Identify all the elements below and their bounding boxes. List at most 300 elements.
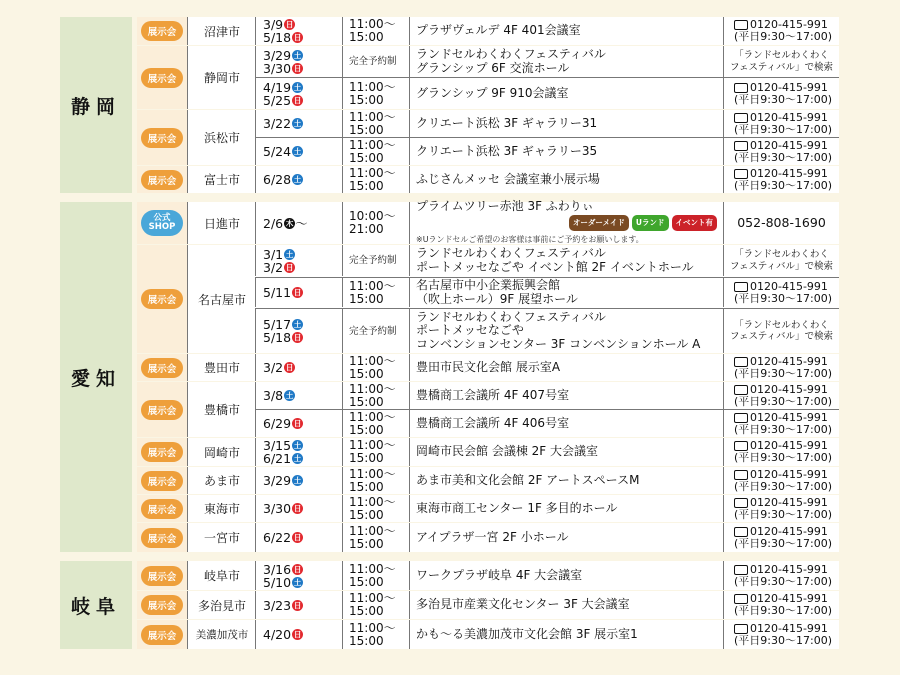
weekday-sunday-icon: 日 [293, 63, 302, 73]
badge-cell [137, 382, 187, 437]
free-dial-icon [734, 413, 748, 423]
time-cell [342, 245, 409, 276]
search-note: 「ランドセルわくわく [734, 319, 829, 331]
weekday-sunday-icon: 日 [285, 262, 294, 272]
phone-hours: (平日9:30～17:00) [734, 30, 832, 43]
city-name: あま市 [187, 467, 256, 494]
phone-number: 0120-415-991 [750, 467, 828, 481]
exhibition-badge: 展示会 [141, 471, 183, 491]
table-row [137, 495, 839, 522]
reservation-note: 完全予約制 [349, 325, 397, 337]
date: 3/30 [263, 60, 292, 76]
city-name: 静岡市 [187, 46, 256, 109]
start-time: 11:00～ [349, 523, 396, 538]
table-row [137, 591, 839, 619]
start-time: 11:00～ [349, 438, 396, 452]
venue-cell [409, 245, 723, 276]
venue-line: かも～る美濃加茂市文化会館 3F 展示室1 [416, 626, 638, 641]
contact-cell [723, 309, 839, 353]
date-cell [255, 523, 342, 552]
weekday-sunday-icon: 日 [293, 564, 302, 574]
venue-line: 豊橋商工会議所 4F 407号室 [416, 387, 570, 402]
badge-cell [137, 166, 187, 193]
date-cell [255, 278, 342, 307]
phone-hours: (平日9:30～17:00) [734, 394, 832, 408]
weekday-sunday-icon: 日 [293, 419, 302, 428]
weekday-sunday-icon: 日 [293, 600, 302, 610]
contact-cell [723, 46, 839, 77]
start-time: 11:00～ [349, 17, 396, 31]
free-dial-icon [734, 441, 748, 451]
search-note: フェスティバル」で検索 [729, 61, 834, 73]
phone-hours: (平日9:30～17:00) [734, 451, 832, 464]
venue-line: プライムツリー赤池 3F ふわりぃ [416, 198, 594, 213]
phone-line [734, 526, 839, 538]
date: 3/1 [263, 246, 284, 262]
free-dial-icon [734, 498, 748, 508]
table-row [137, 620, 839, 649]
table-row [137, 523, 839, 552]
exhibition-badge: 展示会 [141, 68, 183, 88]
date-cell [255, 78, 342, 109]
time-cell [342, 523, 409, 552]
end-time: 15:00 [349, 150, 384, 165]
date-cell [255, 245, 342, 276]
start-time: 11:00～ [349, 561, 396, 576]
phone-line [734, 82, 839, 94]
contact-cell [723, 166, 839, 193]
phone-hours: (平日9:30～17:00) [734, 92, 832, 106]
contact-cell [723, 78, 839, 109]
city-name: 沼津市 [187, 17, 256, 45]
venue-line: （吹上ホール）9F 展望ホール [416, 291, 578, 306]
date: 3/2 [263, 360, 284, 375]
venue-cell [409, 382, 723, 409]
free-dial-icon [734, 565, 748, 575]
prefecture-label: 岐阜 [60, 561, 132, 649]
exhibition-badge: 展示会 [141, 170, 183, 190]
badge-cell [137, 591, 187, 619]
date-cell [255, 495, 342, 522]
end-time: 15:00 [349, 394, 384, 409]
start-time: 11:00～ [349, 591, 396, 605]
badge-cell [137, 17, 187, 45]
weekday-sunday-icon: 日 [293, 33, 302, 42]
contact-cell [723, 278, 839, 307]
venue-cell [409, 354, 723, 381]
weekday-saturday-icon: 土 [293, 119, 302, 128]
date: 5/18 [263, 330, 292, 345]
time-cell [342, 78, 409, 109]
venue-line: ポートメッセなごや イベント館 2F イベントホール [416, 259, 694, 274]
free-dial-icon [734, 527, 748, 537]
time-cell [342, 382, 409, 409]
venue-cell [409, 78, 723, 109]
venue-cell [409, 620, 723, 649]
phone-number: 0120-415-991 [750, 382, 828, 396]
venue-line: 豊田市民文化会館 展示室A [416, 359, 561, 374]
phone-number: 0120-415-991 [750, 621, 828, 635]
city-name: 一宮市 [187, 523, 256, 552]
start-time: 11:00～ [349, 79, 396, 94]
phone-hours: (平日9:30～17:00) [734, 291, 832, 305]
date: 5/10 [263, 574, 292, 590]
city-name: 名古屋市 [187, 245, 256, 353]
contact-cell [723, 591, 839, 619]
venue-line: ランドセルわくわくフェスティバル [416, 246, 606, 260]
tag-order-made: オーダーメイド [569, 215, 629, 231]
search-note: フェスティバル」で検索 [729, 260, 834, 272]
city-name: 東海市 [187, 495, 256, 522]
phone-line [734, 384, 839, 396]
service-tags [416, 215, 723, 231]
venue-line: 東海市商工センター 1F 多目的ホール [416, 500, 618, 515]
date: 3/29 [263, 47, 292, 63]
date-cell [255, 309, 342, 353]
free-dial-icon [734, 470, 748, 480]
date-cell [255, 620, 342, 649]
venue-cell [409, 561, 723, 590]
table-row [137, 245, 839, 353]
free-dial-icon [734, 357, 748, 367]
contact-cell [723, 410, 839, 437]
date: 3/15 [263, 438, 292, 453]
weekday-saturday-icon: 土 [293, 82, 302, 92]
venue-line: アイプラザ一宮 2F 小ホール [416, 529, 569, 544]
tag-u-land: Uランド [632, 215, 669, 231]
end-time: 15:00 [349, 479, 384, 494]
phone-number: 0120-415-991 [750, 279, 828, 293]
date: 4/19 [263, 79, 292, 95]
city-name: 岡崎市 [187, 438, 256, 466]
badge-cell [137, 46, 187, 109]
time-cell [342, 620, 409, 649]
tag-event: イベント有 [672, 215, 718, 231]
phone-line [734, 564, 839, 576]
venue-cell [409, 309, 723, 353]
venue-line: 岡崎市民会館 会議棟 2F 大会議室 [416, 444, 598, 459]
weekday-saturday-icon: 土 [285, 391, 294, 400]
badge-cell [137, 354, 187, 381]
start-time: 11:00～ [349, 381, 396, 396]
end-time: 15:00 [349, 92, 384, 107]
date: 3/29 [263, 473, 292, 488]
search-note: 「ランドセルわくわく [734, 50, 829, 61]
end-time: 15:00 [349, 574, 384, 589]
phone-number: 0120-415-991 [750, 562, 828, 576]
phone-hours: (平日9:30～17:00) [734, 150, 832, 164]
weekday-saturday-icon: 土 [293, 147, 302, 156]
table-row [137, 561, 839, 590]
weekday-sunday-icon: 日 [293, 533, 302, 542]
phone-number: 0120-415-991 [750, 592, 828, 605]
date: 6/29 [263, 416, 292, 431]
venue-line: 名古屋市中小企業振興会館 [416, 278, 561, 292]
free-dial-icon [734, 282, 748, 292]
contact-cell [723, 438, 839, 466]
time-cell [342, 202, 409, 244]
contact-cell [723, 467, 839, 494]
phone-hours: (平日9:30～17:00) [734, 574, 832, 588]
start-time: 11:00～ [349, 620, 396, 635]
free-dial-icon [734, 169, 748, 179]
date-cell [255, 561, 342, 590]
table-row [137, 198, 839, 244]
phone-line [734, 623, 839, 635]
venue-line: ワークプラザ岐阜 4F 大会議室 [416, 567, 583, 582]
weekday-saturday-icon: 土 [293, 441, 302, 450]
city-name: 多治見市 [187, 591, 256, 619]
date: 5/11 [263, 285, 292, 300]
date: 6/28 [263, 172, 292, 187]
time-cell [342, 278, 409, 307]
phone-number: 0120-415-991 [750, 110, 828, 124]
contact-cell [723, 620, 839, 649]
time-cell [342, 309, 409, 353]
venue-cell [409, 17, 723, 45]
date: 3/8 [263, 388, 284, 403]
venue-line: プラザヴェルデ 4F 401会議室 [416, 23, 581, 38]
start-time: 11:00～ [349, 494, 396, 509]
phone-number: 0120-415-991 [750, 524, 828, 538]
table-row [137, 46, 839, 109]
search-note: 「ランドセルわくわく [734, 249, 829, 260]
weekday-saturday-icon: 土 [293, 50, 302, 60]
date-cell [255, 591, 342, 619]
weekday-sunday-icon: 日 [293, 95, 302, 105]
phone-hours: (平日9:30～17:00) [734, 422, 832, 436]
contact-cell [723, 17, 839, 45]
date: 3/30 [263, 501, 292, 516]
weekday-sunday-icon: 日 [285, 20, 294, 29]
city-name: 豊田市 [187, 354, 256, 381]
date-cell [255, 467, 342, 494]
search-note: フェスティバル」で検索 [729, 331, 834, 342]
phone-number: 0120-415-991 [750, 80, 828, 94]
table-row [137, 354, 839, 381]
badge-cell [137, 110, 187, 165]
contact-cell [723, 561, 839, 590]
city-name: 岐阜市 [187, 561, 256, 590]
weekday-sunday-icon: 日 [293, 288, 302, 297]
table-row [137, 110, 839, 165]
badge-cell [137, 467, 187, 494]
weekday-saturday-icon: 土 [293, 454, 302, 463]
contact-cell [723, 523, 839, 552]
badge-cell [137, 523, 187, 552]
date: 2/6 [263, 215, 284, 231]
city-name: 浜松市 [187, 110, 256, 165]
phone-number: 0120-415-991 [750, 354, 828, 368]
phone-line [734, 469, 839, 481]
time-cell [342, 354, 409, 381]
contact-cell [723, 138, 839, 165]
start-time: 11:00～ [349, 109, 396, 124]
start-time: 11:00～ [349, 466, 396, 481]
start-time: 11:00～ [349, 278, 396, 293]
contact-cell [723, 245, 839, 276]
phone-number: 0120-415-991 [750, 18, 828, 31]
venue-cell [409, 278, 723, 307]
venue-cell [409, 438, 723, 466]
phone-number: 0120-415-991 [750, 495, 828, 509]
venue-cell [409, 523, 723, 552]
venue-line: グランシップ 6F 交流ホール [416, 60, 570, 75]
contact-cell [723, 495, 839, 522]
phone-line [734, 281, 839, 293]
exhibition-badge: 展示会 [141, 566, 183, 586]
venue-cell [409, 591, 723, 619]
exhibition-badge: 展示会 [141, 442, 183, 462]
contact-cell [723, 354, 839, 381]
exhibition-badge: 展示会 [141, 625, 183, 645]
free-dial-icon [734, 20, 748, 30]
free-dial-icon [734, 594, 748, 604]
phone-line [734, 140, 839, 152]
phone-hours: (平日9:30～17:00) [734, 366, 832, 380]
venue-line: 豊橋商工会議所 4F 406号室 [416, 415, 570, 430]
venue-line: 多治見市産業文化センター 3F 大会議室 [416, 597, 630, 612]
date: 6/21 [263, 451, 292, 466]
time-cell [342, 110, 409, 137]
exhibition-badge: 展示会 [141, 595, 183, 615]
end-time: 15:00 [349, 422, 384, 437]
phone-hours: (平日9:30～17:00) [734, 604, 832, 617]
badge-cell [137, 245, 187, 353]
date-cell [255, 410, 342, 437]
weekday-saturday-icon: 土 [293, 175, 302, 184]
venue-line: ポートメッセなごや [416, 323, 524, 338]
weekday-sunday-icon: 日 [293, 630, 302, 639]
time-cell [342, 438, 409, 466]
end-time: 15:00 [349, 178, 384, 193]
time-cell [342, 17, 409, 45]
date: 4/20 [263, 627, 292, 642]
venue-line: ふじさんメッセ 会議室兼小展示場 [416, 171, 600, 186]
badge-cell [137, 202, 187, 244]
weekday-sunday-icon: 日 [285, 363, 294, 372]
date-suffix: ～ [295, 215, 308, 231]
date: 5/17 [263, 317, 292, 332]
end-time: 15:00 [349, 633, 384, 648]
time-cell [342, 467, 409, 494]
venue-cell [409, 110, 723, 137]
badge-cell [137, 495, 187, 522]
venue-cell [409, 46, 723, 77]
phone-line [734, 412, 839, 424]
venue-line: グランシップ 9F 910会議室 [416, 85, 569, 100]
free-dial-icon [734, 113, 748, 123]
table-row [137, 17, 839, 45]
date: 3/22 [263, 116, 292, 131]
time-cell [342, 46, 409, 77]
start-time: 11:00～ [349, 409, 396, 424]
phone-hours: (平日9:30～17:00) [734, 633, 832, 647]
end-time: 15:00 [349, 451, 384, 465]
reservation-notice: ※Uランドセルご希望のお客様は事前にご予約をお願いします。 [416, 234, 644, 244]
table-row [137, 438, 839, 466]
table-row [137, 467, 839, 494]
free-dial-icon [734, 83, 748, 93]
weekday-thursday-icon: 木 [285, 218, 294, 228]
date-cell [255, 138, 342, 165]
time-cell [342, 495, 409, 522]
exhibition-badge: 展示会 [141, 358, 183, 378]
exhibition-badge: 展示会 [141, 289, 183, 309]
city-name: 豊橋市 [187, 382, 256, 437]
weekday-saturday-icon: 土 [285, 249, 294, 259]
start-time: 11:00～ [349, 137, 396, 152]
date: 3/9 [263, 17, 284, 32]
badge-cell [137, 438, 187, 466]
time-cell [342, 166, 409, 193]
phone-number: 0120-415-991 [750, 439, 828, 452]
date-cell [255, 202, 342, 244]
venue-cell [409, 166, 723, 193]
venue-line: あま市美和文化会館 2F アートスペースM [416, 472, 640, 487]
end-time: 15:00 [349, 604, 384, 618]
venue-cell [409, 138, 723, 165]
prefecture-label: 静岡 [60, 17, 132, 193]
date-cell [255, 438, 342, 466]
official-shop-badge [141, 210, 183, 236]
badge-cell [137, 620, 187, 649]
city-name: 美濃加茂市 [187, 620, 256, 649]
free-dial-icon [734, 141, 748, 151]
date-cell [255, 46, 342, 77]
start-time: 10:00～ [349, 209, 396, 223]
phone-line [734, 112, 839, 124]
badge-line: SHOP [148, 222, 176, 232]
venue-cell [409, 198, 723, 244]
date-cell [255, 382, 342, 409]
exhibition-badge: 展示会 [141, 499, 183, 519]
prefecture-label: 愛知 [60, 202, 132, 552]
weekday-saturday-icon: 土 [293, 320, 302, 329]
venue-line: コンベンションセンター 3F コンベンションホール A [416, 336, 701, 351]
venue-line: ランドセルわくわくフェスティバル [416, 309, 606, 324]
end-time: 21:00 [349, 222, 384, 236]
shop-phone: 052-808-1690 [737, 215, 826, 230]
phone-number: 0120-415-991 [750, 138, 828, 152]
reservation-note: 完全予約制 [349, 56, 397, 67]
reservation-note: 完全予約制 [349, 255, 397, 266]
weekday-saturday-icon: 土 [293, 476, 302, 485]
exhibition-badge: 展示会 [141, 128, 183, 148]
venue-cell [409, 495, 723, 522]
phone-hours: (平日9:30～17:00) [734, 536, 832, 550]
phone-hours: (平日9:30～17:00) [734, 507, 832, 521]
end-time: 15:00 [349, 30, 384, 44]
phone-hours: (平日9:30～17:00) [734, 178, 832, 192]
date-cell [255, 17, 342, 45]
phone-line [734, 168, 839, 180]
date: 3/16 [263, 561, 292, 577]
end-time: 15:00 [349, 122, 384, 137]
venue-line: ランドセルわくわくフェスティバル [416, 47, 606, 61]
time-cell [342, 591, 409, 619]
date-cell [255, 354, 342, 381]
date-cell [255, 110, 342, 137]
phone-number: 0120-415-991 [750, 410, 828, 424]
table-row [137, 166, 839, 193]
end-time: 15:00 [349, 291, 384, 306]
venue-cell [409, 467, 723, 494]
venue-line: クリエート浜松 3F ギャラリー31 [416, 115, 598, 130]
end-time: 15:00 [349, 366, 384, 381]
weekday-saturday-icon: 土 [293, 577, 302, 587]
phone-line [734, 356, 839, 368]
